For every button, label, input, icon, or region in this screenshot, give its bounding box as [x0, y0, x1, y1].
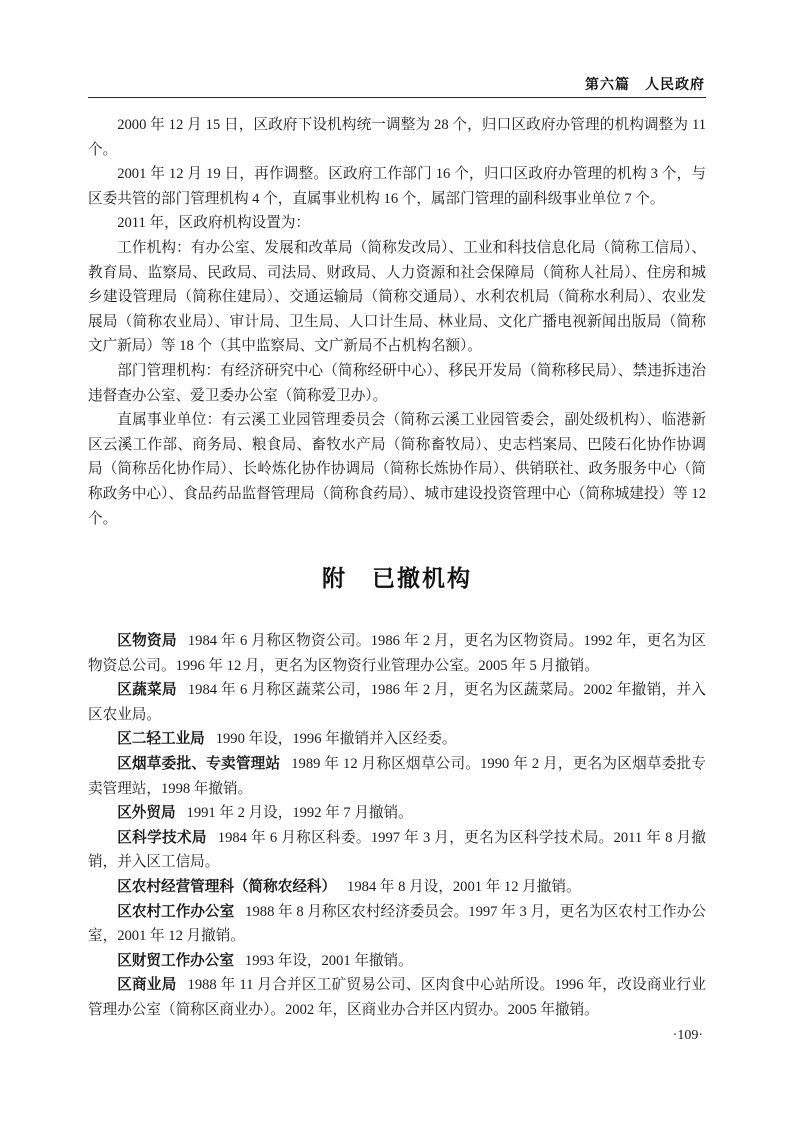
running-head: 第六篇 人民政府	[585, 76, 705, 92]
entry-text: 1991 年 2 月设，1992 年 7 月撤销。	[186, 805, 413, 822]
entry-item	[88, 949, 706, 974]
intro-paragraph: 2001 年 12 月 19 日，再作调整。区政府工作部门 16 个，归口区政府办管理的机构 3 个，与区委共管的部门管理机构 4 个，直属事业机构 16 个，属部门管理的副科级事业单位 7 个。	[88, 166, 706, 207]
entry-item	[88, 973, 706, 1022]
entry-lead: 区外贸局	[117, 805, 176, 822]
entry-text: 1984 年 8 月设，2001 年 12 月撤销。	[347, 879, 581, 896]
entry-text: 1990 年设，1996 年撤销并入区经委。	[215, 731, 457, 748]
entry-lead: 区物资局	[117, 633, 177, 650]
page-number: ·109·	[672, 1028, 703, 1043]
entry-text: 1989 年 12 月称区烟草公司。1990 年 2 月，更名为区烟草委批专卖管理站，1998 年撤销。	[88, 756, 706, 797]
entry-item	[88, 826, 706, 875]
entry-lead: 区烟草委批、专卖管理站	[117, 756, 281, 773]
entry-item	[88, 875, 706, 900]
entry-item	[88, 752, 706, 801]
entry-text: 1993 年设，2001 年撤销。	[244, 952, 413, 969]
entry-text: 1988 年 8 月称区农村经济委员会。1997 年 3 月，更名为区农村工作办公室，2001 年 12 月撤销。	[88, 903, 706, 945]
intro-paragraph: 2000 年 12 月 15 日，区政府下设机构统一调整为 28 个，归口区政府办管理的机构调整为 11 个。	[88, 117, 706, 158]
entry-item	[88, 727, 706, 752]
entry-lead: 区农村工作办公室	[117, 903, 235, 920]
entry-item	[88, 678, 706, 727]
entry-text: 1988 年 11 月合并区工矿贸易公司、区肉食中心站所设。1996 年，改设商业行业管理办公室（简称区商业办）。2002 年，区商业办合并区内贸办。2005 年撤销。	[88, 977, 706, 1018]
entry-text: 1984 年 6 月称区物资公司。1986 年 2 月，更名为区物资局。1992 年，更名为区物资总公司。1996 年 12 月，更名为区物资行业管理办公室。2005 年 5 月撤销。	[88, 633, 706, 674]
entry-lead: 区蔬菜局	[117, 682, 177, 699]
entry-item	[88, 900, 706, 949]
entry-lead: 区科学技术局	[117, 829, 207, 846]
intro-paragraph: 部门管理机构：有经济研究中心（简称经研中心）、移民开发局（简称移民局）、禁违拆违治违督查办公室、爱卫委办公室（简称爱卫办）。	[88, 362, 706, 404]
intro-paragraph: 工作机构：有办公室、发展和改革局（简称发改局）、工业和科技信息化局（简称工信局）、教育局、监察局、民政局、司法局、财政局、人力资源和社会保障局（简称人社局）、住房和城乡建设管理局（简称住建局）、交通运输局（简称交通局）、水利农机局（简称水利局）、农业发展局（简称农业局）、审计局、卫生局、人口计生局、林业局、文化广播电视新闻出版局（简称文广新局）等 18 个（其中监察局、文广新局不占机构名额）。	[88, 239, 706, 355]
intro-paragraph: 2011 年，区政府机构设置为：	[117, 215, 311, 232]
page-content	[88, 113, 706, 1023]
header-rule-divider	[88, 97, 706, 98]
entry-lead: 区二轻工业局	[117, 731, 205, 748]
section-title: 附 已撤机构	[322, 565, 472, 592]
entry-text: 1984 年 6 月称区蔬菜公司，1986 年 2 月，更名为区蔬菜局。2002 年撤销，并入区农业局。	[88, 682, 706, 723]
intro-paragraph: 直属事业单位：有云溪工业园管理委员会（简称云溪工业园管委会，副处级机构）、临港新区云溪工作部、商务局、粮食局、畜牧水产局（简称畜牧局）、史志档案局、巴陵石化协作协调局（简称岳化协作局）、长岭炼化协作协调局（简称长炼协作局）、供销联社、政务服务中心（简称政务中心）、食品药品监督管理局（简称食药局）、城市建设投资管理中心（简称城建投）等 12 个。	[88, 412, 706, 527]
entry-item	[88, 629, 706, 678]
entry-lead: 区财贸工作办公室	[117, 952, 234, 969]
entry-item	[88, 801, 706, 826]
entry-text: 1984 年 6 月称区科委。1997 年 3 月，更名为区科学技术局。2011 年 8 月撤销，并入区工信局。	[88, 829, 706, 871]
entry-lead: 区农村经营管理科（简称农经科）	[117, 879, 337, 896]
entry-lead: 区商业局	[117, 977, 177, 994]
